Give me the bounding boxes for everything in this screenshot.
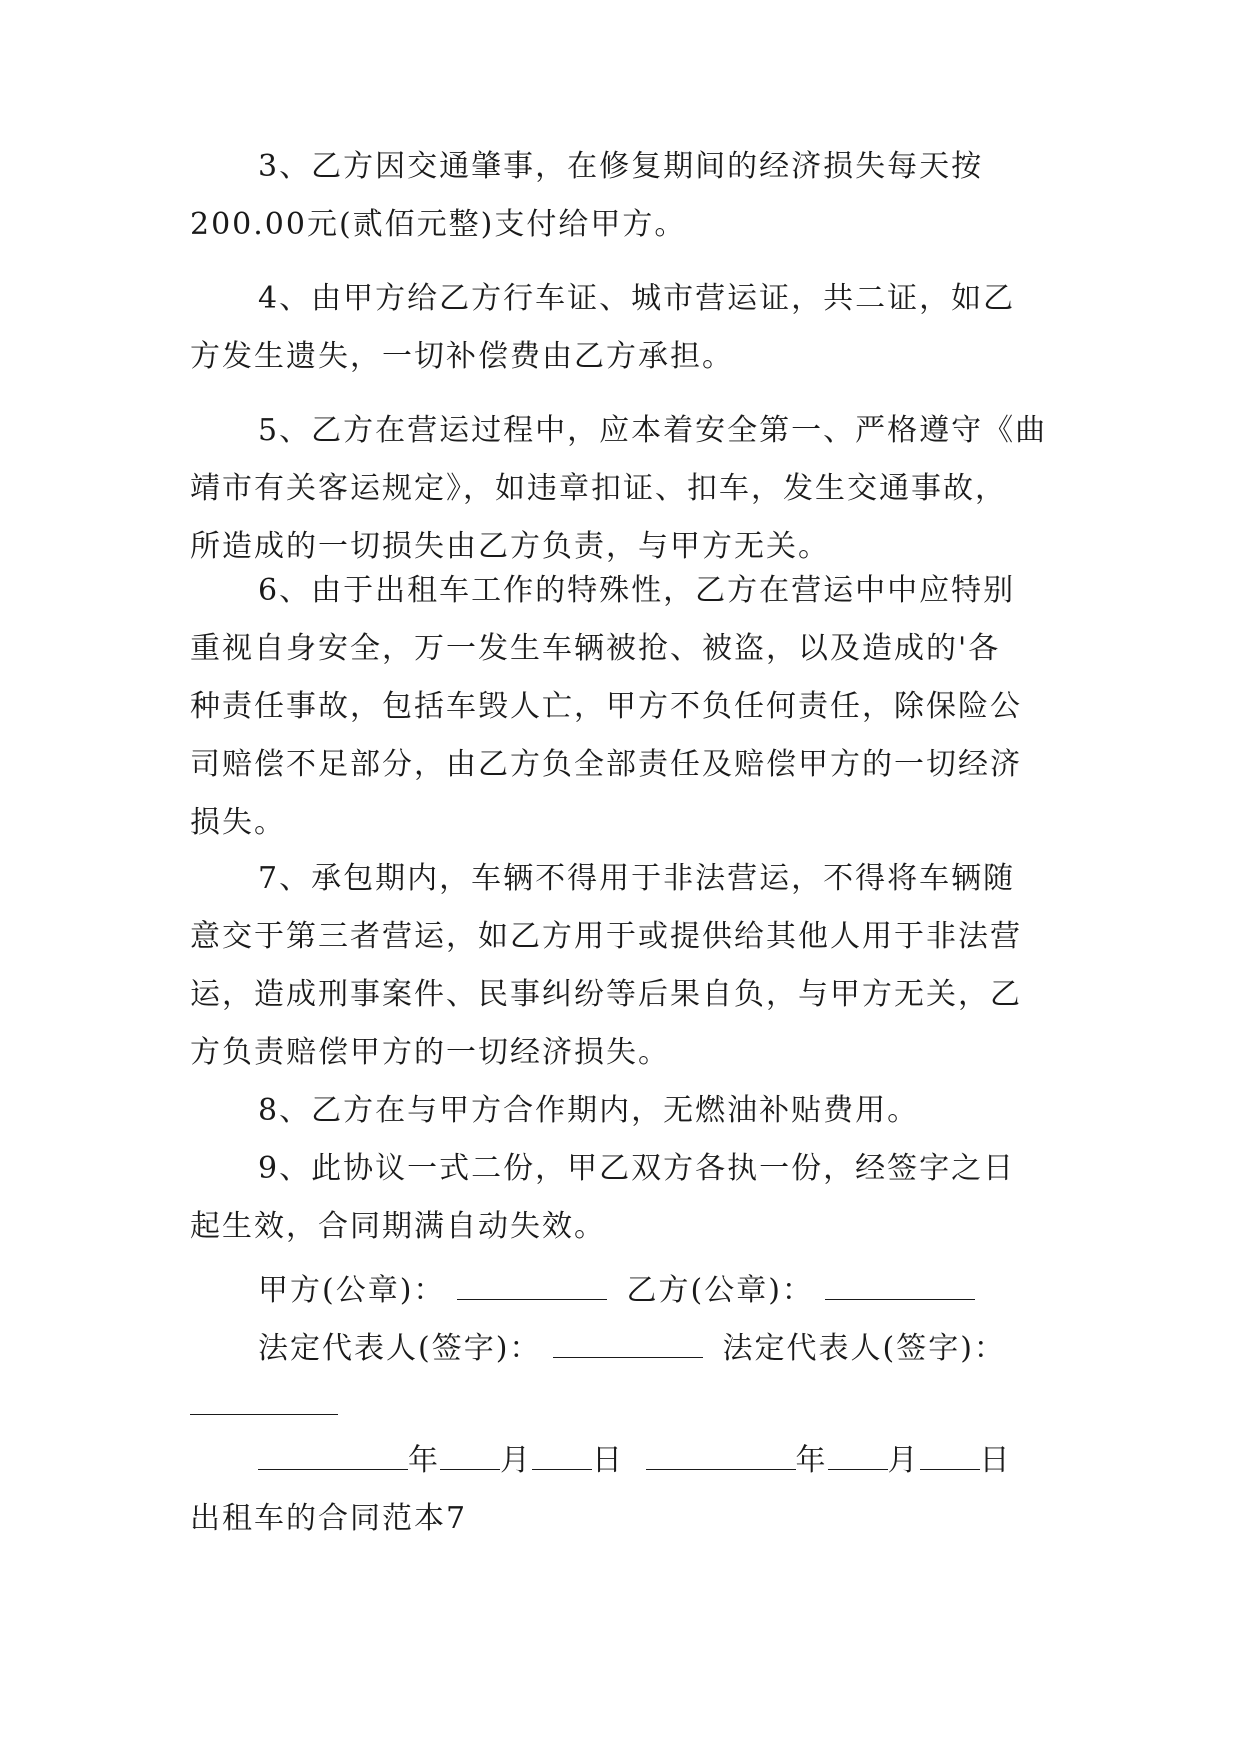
party-a-seal-blank — [457, 1265, 607, 1300]
date-b-day-blank — [920, 1435, 980, 1470]
next-section-title — [190, 1490, 1045, 1548]
party-b-seal-blank — [825, 1265, 975, 1300]
date-a-year-label: 年 — [408, 1443, 440, 1478]
clause-line: 方负责赔偿甲方的一切经济损失。 — [190, 1035, 670, 1070]
clause-4 — [190, 270, 1045, 386]
clause-7 — [190, 850, 1045, 1082]
clause-line: 200.00元(贰佰元整)支付给甲方。 — [190, 207, 687, 242]
date-a-day-blank — [532, 1435, 592, 1470]
clause-line: 意交于第三者营运，如乙方用于或提供给其他人用于非法营 — [190, 919, 1022, 954]
clause-line: 运，造成刑事案件、民事纠纷等后果自负，与甲方无关，乙 — [190, 977, 1022, 1012]
next-title-text: 出租车的合同范本7 — [190, 1501, 468, 1536]
clause-line: 司赔偿不足部分，由乙方负全部责任及赔偿甲方的一切经济 — [190, 747, 1022, 782]
clause-line: 靖市有关客运规定》，如违章扣证、扣车，发生交通事故， — [190, 471, 1007, 506]
date-line — [190, 1432, 1045, 1490]
clause-5 — [190, 402, 1048, 576]
clause-line: 重视自身安全，万一发生车辆被抢、被盗，以及造成的'各 — [190, 631, 1001, 666]
legal-rep-a-blank — [553, 1323, 703, 1358]
date-b-year-blank — [646, 1435, 796, 1470]
date-b-month-label: 月 — [887, 1443, 920, 1478]
party-a-seal-label: 甲方(公章)： — [258, 1273, 446, 1308]
legal-rep-a-label: 法定代表人(签字)： — [258, 1331, 542, 1366]
seal-line — [190, 1262, 1045, 1320]
clause-line: 3、乙方因交通肇事，在修复期间的经济损失每天按 — [258, 149, 984, 184]
legal-rep-b-blank — [190, 1380, 338, 1415]
date-b-month-blank — [828, 1435, 888, 1470]
date-a-month-blank — [440, 1435, 500, 1470]
clause-line: 4、由甲方给乙方行车证、城市营运证，共二证，如乙 — [258, 281, 1016, 316]
date-a-year-blank — [258, 1435, 408, 1470]
date-a-month-label: 月 — [500, 1443, 532, 1478]
clause-6 — [190, 562, 1045, 852]
clause-9 — [190, 1140, 1045, 1256]
date-b-day-label: 日 — [979, 1443, 1012, 1478]
clause-line: 9、此协议一式二份，甲乙双方各执一份，经签字之日 — [258, 1151, 1016, 1186]
clause-line: 起生效，合同期满自动失效。 — [190, 1209, 606, 1244]
clause-line: 6、由于出租车工作的特殊性，乙方在营运中中应特别 — [258, 573, 1016, 608]
legal-rep-b-label: 法定代表人(签字)： — [722, 1331, 1006, 1366]
clause-line: 5、乙方在营运过程中，应本着安全第一、严格遵守《曲 — [258, 413, 1048, 448]
date-b-year-label: 年 — [795, 1443, 828, 1478]
clause-line: 8、乙方在与甲方合作期内，无燃油补贴费用。 — [258, 1093, 920, 1128]
legal-rep-line — [190, 1320, 1045, 1378]
clause-line: 方发生遗失，一切补偿费由乙方承担。 — [190, 339, 734, 374]
date-a-day-label: 日 — [592, 1443, 624, 1478]
clause-3 — [190, 138, 1045, 254]
party-b-seal-label: 乙方(公章)： — [626, 1273, 814, 1308]
clause-line: 种责任事故，包括车毁人亡，甲方不负任何责任，除保险公 — [190, 689, 1022, 724]
clause-line: 损失。 — [190, 805, 286, 840]
clause-8 — [190, 1082, 1045, 1140]
clause-line: 所造成的一切损失由乙方负责，与甲方无关。 — [190, 529, 830, 564]
clause-line: 7、承包期内，车辆不得用于非法营运，不得将车辆随 — [258, 861, 1016, 896]
